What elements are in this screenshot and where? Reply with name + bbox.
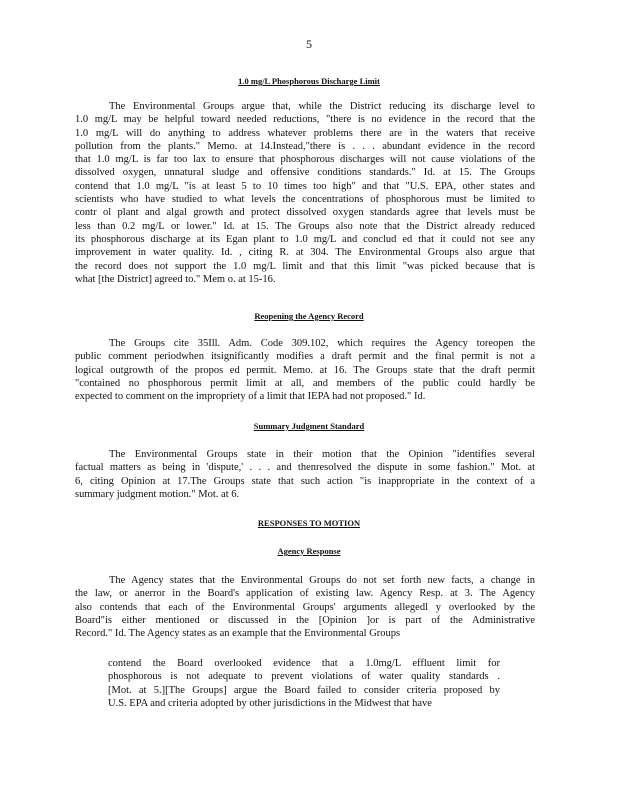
- section-heading-phosphorous: 1.0 mg/L Phosphorous Discharge Limit: [238, 76, 380, 86]
- text-line: The Environmental Groups state in their motion that the Opinion "identifies several: [109, 449, 535, 460]
- text-line: contend that 1.0 mg/L "is at least 5 to 10 times too high" and that "U.S. EPA, other states and: [75, 180, 535, 192]
- text-line: "contained no phosphorous permit limit at all, and members of the public could hardly be: [75, 377, 535, 389]
- section-heading-reopening: Reopening the Agency Record: [254, 311, 364, 321]
- text-line: Record." Id. The Agency states as an example that the Environmental Groups: [75, 628, 401, 640]
- text-line: contend the Board overlooked evidence that a 1.0mg/L effluent limit for: [108, 658, 500, 669]
- text-line: less than 0.2 mg/L or lower." Id. at 15. The Groups also note that the District already reduced: [75, 220, 535, 232]
- text-line: Board"is either mentioned or discussed in the [Opinion ]or is part of the Administrative: [75, 614, 535, 626]
- text-line: contr ol plant and algal growth and protect dissolved oxygen standards agree that levels must be: [75, 207, 535, 219]
- text-line: dissolved oxygen, unnatural sludge and offensive conditions standards." Id. at 15. The Groups: [75, 167, 535, 179]
- paragraph-summary-judgment: [75, 448, 535, 501]
- text-line: 1.0 mg/L will do anything to address whatever problems there are in the waters that receive: [75, 127, 535, 139]
- text-line: phosphorous is not adequate to prevent violations of water quality standards .: [108, 671, 500, 683]
- text-line: factual matters as being in 'dispute,' . . . and thenresolved the dispute in some fashion." Mot. at: [75, 462, 535, 474]
- text-line: expected to comment on the impropriety of a limit that IEPA had not proposed." Id.: [75, 391, 426, 403]
- text-line: logical outgrowth of the propos ed permit. Memo. at 16. The Groups state that the draft permit: [75, 364, 535, 376]
- text-line: the record does not support the 1.0 mg/L limit and that this limit "was picked because that is: [75, 260, 535, 272]
- page-number: 5: [306, 37, 312, 51]
- text-line: The Environmental Groups argue that, while the District reducing its discharge level to: [109, 101, 535, 112]
- text-line: 6, citing Opinion at 17.The Groups state that such action "is inappropriate in the context of a: [75, 475, 535, 487]
- section-heading-summary-judgment: Summary Judgment Standard: [253, 421, 365, 431]
- text-line: the law, or anerror in the Board's application of existing law. Agency Resp. at 3. The Agency: [75, 588, 535, 600]
- text-line: pollution from the plants." Memo. at 14.Instead,"there is . . . abundant evidence in the record: [75, 140, 535, 152]
- paragraph-agency-response: [75, 574, 535, 640]
- text-line: The Agency states that the Environmental Groups do not set forth new facts, a change in: [109, 575, 535, 586]
- paragraph-reopening: [75, 337, 535, 403]
- text-line: [Mot. at 5.][The Groups] argue the Board failed to consider criteria proposed by: [108, 684, 500, 696]
- text-line: its phosphorous discharge at its Egan plant to 1.0 mg/L and conclud ed that it could not see any: [75, 233, 535, 245]
- text-line: also contends that each of the Environmental Groups' arguments allegedl y overlooked by the: [75, 601, 535, 613]
- text-line: U.S. EPA and criteria adopted by other jurisdictions in the Midwest that have: [108, 697, 432, 709]
- text-line: public comment periodwhen itsignificantly modifies a draft permit and the final permit is not a: [75, 351, 535, 363]
- text-line: 1.0 mg/L may be helpful toward needed reductions, "there is no evidence in the record that the: [75, 114, 535, 126]
- text-line: scientists who have studied to what levels the concentrations of phosphorous must be limited to: [75, 194, 535, 206]
- section-heading-agency-response: Agency Response: [277, 546, 341, 556]
- text-line: what [the District] agreed to." Mem o. at 15-16.: [75, 273, 276, 285]
- text-line: summary judgment motion." Mot. at 6.: [75, 488, 240, 500]
- block-quote: [108, 657, 500, 710]
- paragraph-phosphorous: [75, 100, 535, 286]
- text-line: that 1.0 mg/L is far too lax to ensure that phosphorous discharges will not cause violations of the: [75, 154, 535, 166]
- text-line: improvement in water quality. Id. , citing R. at 304. The Environmental Groups also argue that: [75, 247, 535, 259]
- text-line: The Groups cite 35Ill. Adm. Code 309.102, which requires the Agency toreopen the: [109, 338, 535, 349]
- section-heading-responses: RESPONSES TO MOTION: [257, 518, 361, 528]
